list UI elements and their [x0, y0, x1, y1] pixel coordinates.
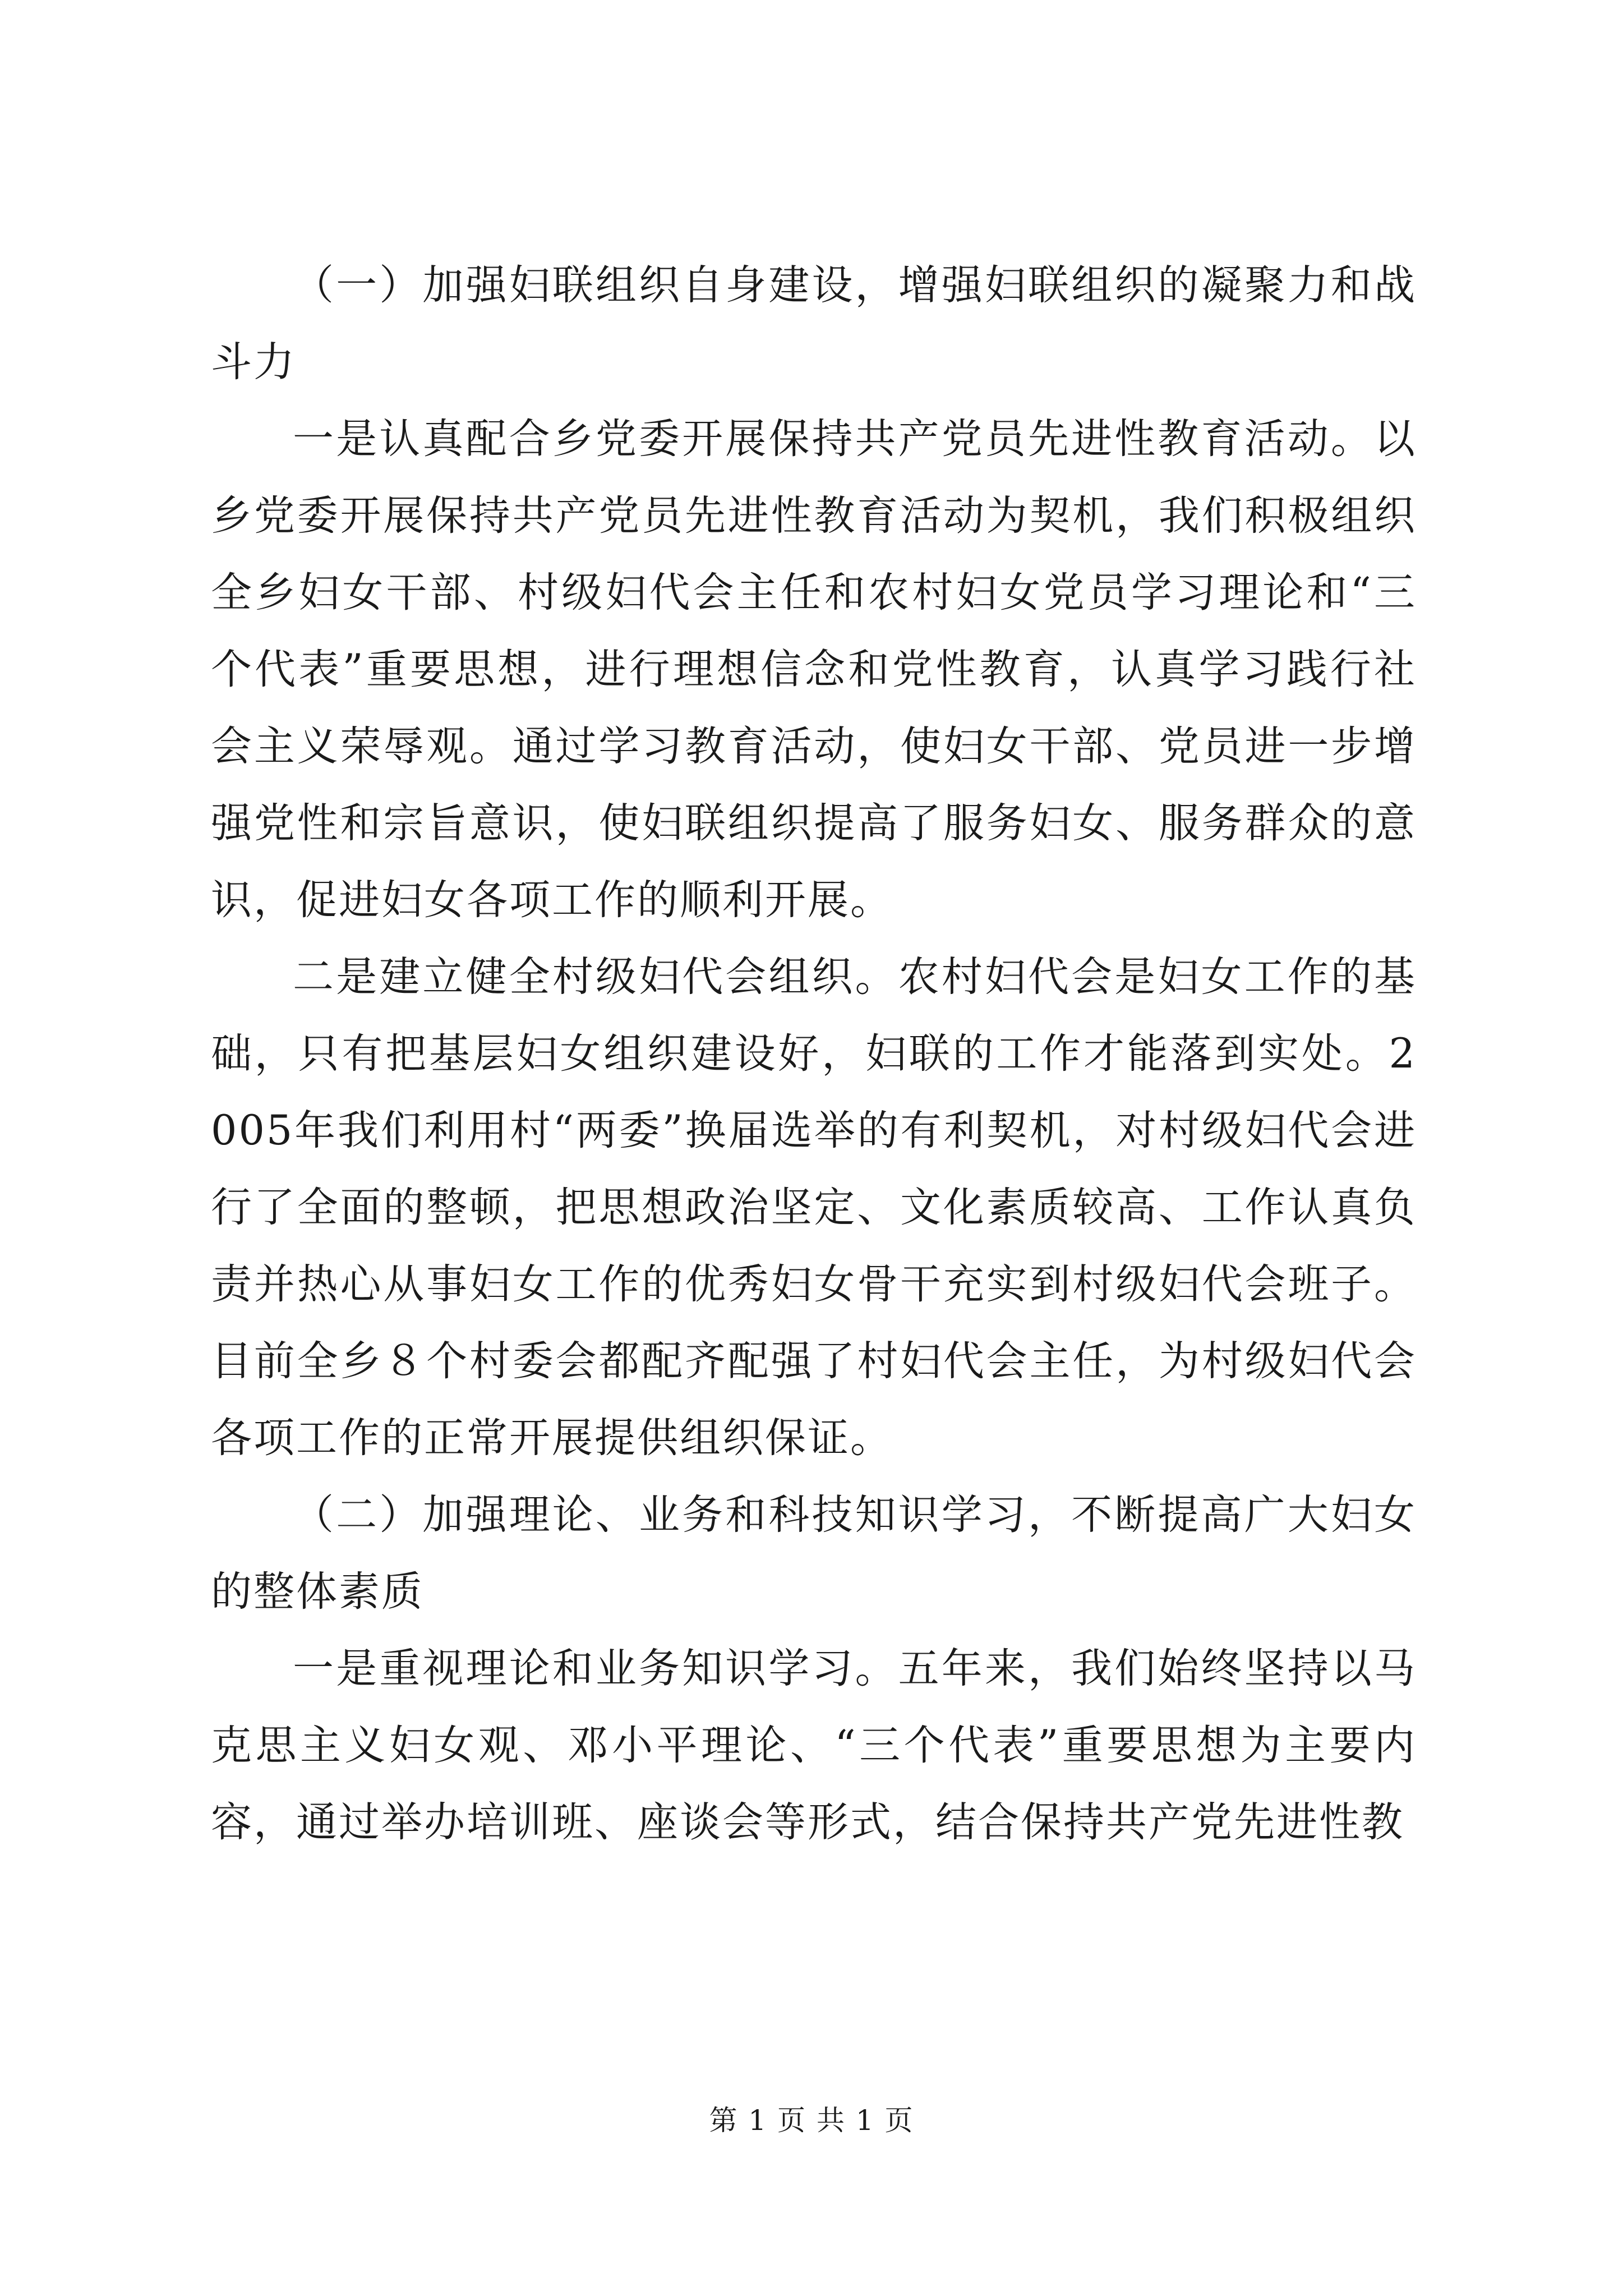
page-footer: 第 1 页 共 1 页: [709, 2104, 914, 2137]
body-paragraph-2: 二是建立健全村级妇代会组织。农村妇代会是妇女工作的基础，只有把基层妇女组织建设好，妇联的工作才能落到实处。2005年我们利用村“两委”换届选举的有利契机，对村级妇代会进行了全面的整顿，把思想政治坚定、文化素质较高、工作认真负责并热心从事妇女工作的优秀妇女骨干充实到村级妇代会班子。目前全乡８个村委会都配齐配强了村妇代会主任，为村级妇代会各项工作的正常开展提供组织保证。: [211, 953, 1417, 1462]
document-body: [211, 247, 1417, 1861]
section-heading-1: （一）加强妇联组织自身建设，增强妇联组织的凝聚力和战斗力: [211, 261, 1417, 386]
body-paragraph-1: 一是认真配合乡党委开展保持共产党员先进性教育活动。以乡党委开展保持共产党员先进性教育活动为契机，我们积极组织全乡妇女干部、村级妇代会主任和农村妇女党员学习理论和“三个代表”重要思想，进行理想信念和党性教育，认真学习践行社会主义荣辱观。通过学习教育活动，使妇女干部、党员进一步增强党性和宗旨意识，使妇联组织提高了服务妇女、服务群众的意识，促进妇女各项工作的顺利开展。: [211, 415, 1417, 924]
section-heading-2: （二）加强理论、业务和科技知识学习，不断提高广大妇女的整体素质: [211, 1491, 1417, 1616]
body-paragraph-3: 一是重视理论和业务知识学习。五年来，我们始终坚持以马克思主义妇女观、邓小平理论、“三个代表”重要思想为主要内容，通过举办培训班、座谈会等形式，结合保持共产党先进性教: [211, 1645, 1417, 1846]
